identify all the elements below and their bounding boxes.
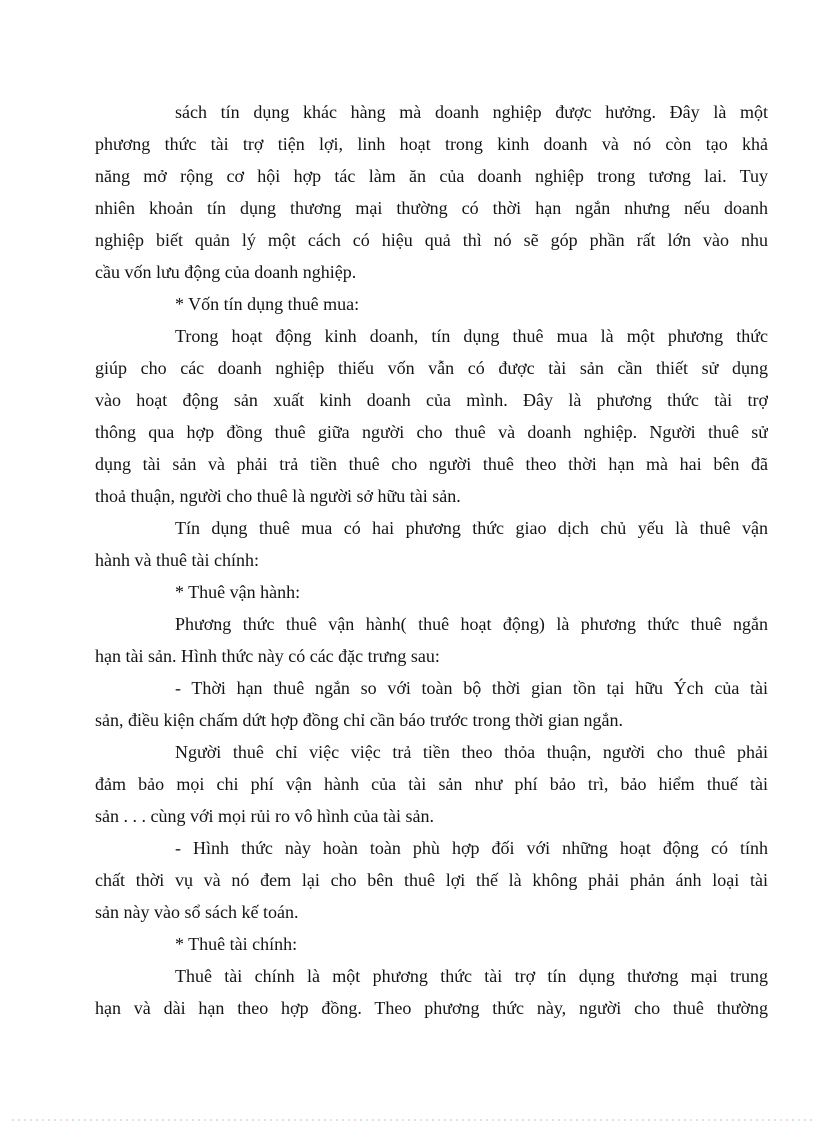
text-line: nhiên khoản tín dụng thương mại thường có thời hạn ngắn nhưng nếu doanh [95, 198, 768, 218]
text-line: vào hoạt động sản xuất kinh doanh của mình. Đây là phương thức tài trợ [95, 390, 768, 410]
text-line: dụng tài sản và phải trả tiền thuê cho người thuê theo thời hạn mà hai bên đã [95, 454, 768, 474]
text-line: thông qua hợp đồng thuê giữa người cho thuê và doanh nghiệp. Người thuê sử [95, 422, 768, 442]
text-line: năng mở rộng cơ hội hợp tác làm ăn của doanh nghiệp trong tương lai. Tuy [95, 166, 768, 186]
page-bottom-separator [12, 1119, 812, 1121]
text-line: đảm bảo mọi chi phí vận hành của tài sản như phí bảo trì, bảo hiểm thuế tài [95, 774, 768, 794]
text-line: * Thuê tài chính: [175, 934, 298, 954]
text-line: * Thuê vận hành: [175, 582, 301, 602]
text-line: chất thời vụ và nó đem lại cho bên thuê lợi thế là không phải phản ánh loại tài [95, 870, 768, 890]
text-line: thoả thuận, người cho thuê là người sở hữu tài sản. [95, 486, 461, 506]
text-line: cầu vốn lưu động của doanh nghiệp. [95, 262, 357, 282]
text-line: phương thức tài trợ tiện lợi, linh hoạt trong kinh doanh và nó còn tạo khả [95, 134, 768, 154]
text-line: hạn tài sản. Hình thức này có các đặc trưng sau: [95, 646, 440, 666]
text-line: * Vốn tín dụng thuê mua: [175, 294, 360, 314]
text-line: sản này vào sổ sách kế toán. [95, 902, 299, 922]
text-line: Tín dụng thuê mua có hai phương thức giao dịch chủ yếu là thuê vận [175, 518, 768, 538]
text-line: - Hình thức này hoàn toàn phù hợp đối với những hoạt động có tính [175, 838, 768, 858]
text-line: - Thời hạn thuê ngắn so với toàn bộ thời gian tồn tại hữu Ých của tài [175, 678, 768, 698]
text-line: Phương thức thuê vận hành( thuê hoạt động) là phương thức thuê ngắn [175, 614, 768, 634]
text-line: sách tín dụng khác hàng mà doanh nghiệp được hưởng. Đây là một [175, 102, 768, 122]
text-line: nghiệp biết quản lý một cách có hiệu quả thì nó sẽ góp phần rất lớn vào nhu [95, 230, 768, 250]
text-line: giúp cho các doanh nghiệp thiếu vốn vẫn có được tài sản cần thiết sử dụng [95, 358, 768, 378]
text-line: Thuê tài chính là một phương thức tài trợ tín dụng thương mại trung [175, 966, 768, 986]
document-text-block [95, 96, 768, 1024]
text-line: sản, điều kiện chấm dứt hợp đồng chỉ cần báo trước trong thời gian ngắn. [95, 710, 623, 730]
text-line: hành và thuê tài chính: [95, 550, 259, 570]
text-line: hạn và dài hạn theo hợp đồng. Theo phương thức này, người cho thuê thường [95, 998, 768, 1018]
text-line: Người thuê chỉ việc việc trả tiền theo thỏa thuận, người cho thuê phải [175, 742, 768, 762]
text-line: Trong hoạt động kinh doanh, tín dụng thuê mua là một phương thức [175, 326, 768, 346]
text-line: sản . . . cùng với mọi rủi ro vô hình của tài sản. [95, 806, 434, 826]
